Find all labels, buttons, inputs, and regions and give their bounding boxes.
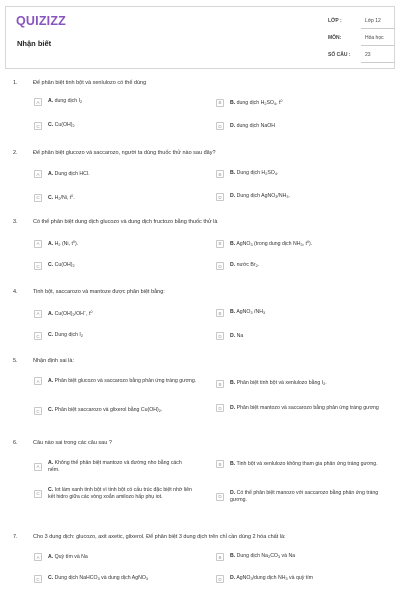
option-letter-box: D	[216, 332, 224, 340]
quizizz-logo: QUIZIZZ	[16, 14, 67, 28]
option-b[interactable]	[216, 98, 394, 108]
question-text: Tinh bột, saccarozo và mantoze được phân biệt bằng:	[33, 289, 165, 295]
option-text: C. Dung dịch $I_2$	[48, 332, 83, 339]
question-text: Cho 3 dung dịch: glucozo, axit axetic, glixerol. Để phân biệt 3 dung dịch trên chỉ cần dùng 2 hóa chất là:	[33, 534, 286, 540]
option-text: A. Dung dịch HCl.	[48, 170, 90, 177]
option-text: D. Dung dịch $AgNO_3/NH_3$.	[230, 193, 290, 200]
count-label: SỐ CÂU :	[328, 52, 351, 58]
option-text: A. Không thể phân biệt mantozo và đường nho bằng cách nếm.	[48, 460, 182, 473]
option-c[interactable]	[34, 332, 204, 340]
option-letter-box: C	[34, 575, 42, 583]
option-text: C. Iot làm xanh tinh bột vì tinh bột có cấu trúc đặc biệt nhờ liên kết hidro giữa các vòng xoắn amilozo hấp phụ iot.	[48, 487, 192, 500]
option-d[interactable]	[216, 262, 394, 270]
option-d[interactable]	[216, 490, 394, 503]
option-text: B. Tinh bột và xenlulozo không tham gia phản ứng tráng gương.	[230, 460, 378, 467]
option-text: D. AgNO$_3$/dung dịch $NH_3$ và quỳ tím	[230, 575, 313, 582]
option-text: D. dung dịch NaOH	[230, 122, 275, 129]
option-letter-box: D	[216, 404, 224, 412]
option-letter-box: D	[216, 493, 224, 501]
option-letter-box: A	[34, 377, 42, 385]
question-number: 2.	[13, 150, 18, 156]
option-text: C. $H_2/Ni$, $t^0$.	[48, 194, 75, 201]
option-letter-box: C	[34, 122, 42, 130]
option-text: D. nước $Br_2$.	[230, 262, 260, 269]
option-text: A. $Cu(OH)_2/OH^-$, $t^0$	[48, 310, 93, 317]
question-text: Có thể phân biệt dung dịch glucozo và dung dịch fructozo bằng thuốc thử là	[33, 219, 218, 225]
subject-value: Hóa học	[365, 35, 384, 41]
option-c[interactable]	[34, 407, 209, 415]
option-letter-box: B	[216, 170, 224, 178]
option-a[interactable]	[34, 170, 204, 178]
option-d[interactable]	[216, 404, 394, 412]
option-b[interactable]	[216, 309, 394, 317]
worksheet-title: Nhận biết	[17, 39, 52, 48]
option-a[interactable]	[34, 98, 204, 106]
subject-underline	[361, 45, 395, 46]
class-underline	[361, 28, 395, 29]
option-letter-box: D	[216, 575, 224, 583]
question-number: 7.	[13, 534, 18, 540]
question-text: Để phân biệt tinh bột và xenlulozo có thể dùng	[33, 80, 147, 86]
option-b[interactable]	[216, 170, 394, 178]
option-text: C. Phân biệt saccarozo và glixerol bằng $Cu(OH)_2$.	[48, 407, 163, 414]
option-letter-box: A	[34, 310, 42, 318]
option-letter-box: B	[216, 553, 224, 561]
question-text: Để phân biệt glucozo và saccarozo, người ta dùng thuốc thử nào sau đây?	[33, 150, 216, 156]
option-b[interactable]	[216, 460, 394, 468]
option-a[interactable]	[34, 553, 204, 561]
option-letter-box: C	[34, 490, 42, 498]
option-letter-box: B	[216, 460, 224, 468]
option-letter-box: A	[34, 98, 42, 106]
option-d[interactable]	[216, 122, 394, 130]
option-letter-box: A	[34, 240, 42, 248]
option-text: A. dung dịch $I_2$	[48, 98, 83, 105]
option-letter-box: D	[216, 122, 224, 130]
class-value: Lớp 12	[365, 18, 381, 24]
question-number: 6.	[13, 440, 18, 446]
option-text: A. $H_2$ (Ni, $t^0$).	[48, 240, 79, 247]
count-underline	[361, 62, 395, 63]
option-a[interactable]	[34, 460, 209, 473]
option-a[interactable]	[34, 309, 204, 319]
option-text: C. Dung dịch NaHCO$_3$ và dung dịch AgNO$_3$	[48, 575, 148, 582]
option-a[interactable]	[34, 239, 204, 249]
option-letter-box: C	[34, 407, 42, 415]
option-letter-box: B	[216, 380, 224, 388]
question-number: 5.	[13, 358, 18, 364]
option-b[interactable]	[216, 239, 394, 249]
option-c[interactable]	[34, 487, 209, 500]
option-text: B. AgNO$_3$ $/NH_3$	[230, 309, 266, 316]
option-text: C. $Cu(OH)_2$	[48, 262, 75, 269]
option-letter-box: C	[34, 332, 42, 340]
option-a[interactable]	[34, 377, 209, 385]
option-text: B. AgNO$_3$ (trong dung dịch $NH_3$, $t^0$).	[230, 240, 313, 247]
question-text: Nhận định sai là:	[33, 358, 74, 364]
option-d[interactable]	[216, 193, 394, 201]
option-text: D. Na	[230, 332, 244, 339]
question-number: 3.	[13, 219, 18, 225]
option-b[interactable]	[216, 380, 394, 388]
option-text: B. Dung dịch $H_2SO_4$.	[230, 170, 279, 177]
worksheet-header	[5, 6, 395, 69]
option-text: D. Có thể phân biệt manozo với saccarozo bằng phản ứng tráng gương.	[230, 490, 379, 503]
option-letter-box: A	[34, 553, 42, 561]
option-text: A. Phân biệt glucozo và saccarozo bằng phản ứng tráng gương.	[48, 377, 197, 384]
count-value: 23	[365, 52, 371, 58]
option-text: C. $Cu(OH)_2$	[48, 122, 75, 129]
option-c[interactable]	[34, 193, 204, 203]
option-c[interactable]	[34, 262, 204, 270]
option-letter-box: D	[216, 193, 224, 201]
subject-label: MÔN:	[328, 35, 342, 41]
option-text: A. Quỳ tím và Na	[48, 553, 88, 560]
option-letter-box: A	[34, 463, 42, 471]
option-d[interactable]	[216, 575, 394, 583]
option-letter-box: A	[34, 170, 42, 178]
option-c[interactable]	[34, 122, 204, 130]
option-letter-box: C	[34, 194, 42, 202]
option-letter-box: B	[216, 99, 224, 107]
option-c[interactable]	[34, 575, 204, 583]
class-label: LỚP :	[328, 18, 342, 24]
question-number: 4.	[13, 289, 18, 295]
option-letter-box: D	[216, 262, 224, 270]
option-text: B. Phân biệt tinh bột và xenlulozo bằng $I_2$.	[230, 380, 327, 387]
option-text: D. Phân biệt mantozo và saccarozo bằng phản ứng tráng gương	[230, 404, 379, 411]
option-text: B. Dung dịch $Na_2CO_3$ và Na	[230, 553, 296, 560]
option-letter-box: B	[216, 240, 224, 248]
option-text: B. dung dịch $H_2SO_4$, $t^0$	[230, 99, 283, 106]
option-d[interactable]	[216, 332, 394, 340]
question-number: 1.	[13, 80, 18, 86]
question-text: Câu nào sai trong các câu sau ?	[33, 440, 112, 446]
option-letter-box: B	[216, 309, 224, 317]
option-letter-box: C	[34, 262, 42, 270]
option-b[interactable]	[216, 553, 394, 561]
